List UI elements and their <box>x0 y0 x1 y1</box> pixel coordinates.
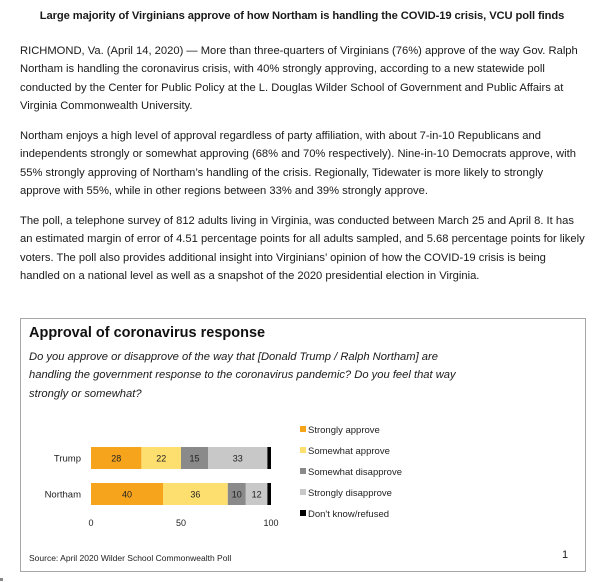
legend-swatch-0 <box>300 426 306 432</box>
chart-source: Source: April 2020 Wilder School Commonwealth Poll <box>29 553 232 563</box>
category-label-trump: Trump <box>53 453 81 465</box>
corner-mark <box>0 578 3 581</box>
legend-label-3: Strongly disapprove <box>308 488 392 499</box>
chart-title: Approval of coronavirus response <box>29 325 266 341</box>
legend-label-2: Somewhat disapprove <box>308 467 402 478</box>
legend-label-4: Don't know/refused <box>308 509 390 520</box>
data-label-northam-3: 12 <box>251 489 262 500</box>
legend-label-0: Strongly approve <box>308 425 380 436</box>
data-label-trump-0: 28 <box>111 453 122 464</box>
data-label-northam-0: 40 <box>121 489 133 500</box>
legend-swatch-4 <box>300 510 306 516</box>
data-label-trump-2: 15 <box>189 453 200 464</box>
data-label-trump-3: 33 <box>232 453 243 464</box>
x-tick-label-50: 50 <box>175 518 187 528</box>
headline: Large majority of Virginians approve of how Northam is handling the COVID-19 crisis, VCU poll finds <box>39 10 565 22</box>
x-tick-label-100: 100 <box>263 518 279 528</box>
chart-question: Do you approve or disapprove of the way that [Donald Trump / Ralph Northam] are handling the government response to the coronavirus pandemic? Do you feel that way strongly or somewhat? <box>29 351 456 400</box>
stacked-bar-chart <box>21 319 585 571</box>
legend-label-1: Somewhat approve <box>308 446 390 457</box>
bar-northam-4 <box>267 483 271 505</box>
x-tick-label-0: 0 <box>88 518 94 528</box>
data-label-northam-2: 10 <box>231 489 242 500</box>
bar-trump-4 <box>267 447 271 469</box>
chart-figure <box>20 318 586 572</box>
data-label-northam-1: 36 <box>190 489 201 500</box>
paragraph-3: The poll, a telephone survey of 812 adults living in Virginia, was conducted between March 25 and April 8. It has an estimated margin of error of 4.51 percentage points for all adults sampled, and 5.68 percentage points for likely voters. The poll also provides additional insight into Virginians’ opinion of how the COVID-19 crisis is being handled on a national level as well as a snapshot of the 2020 presidential election in Virginia. <box>20 215 585 282</box>
legend-swatch-2 <box>300 468 306 474</box>
legend-swatch-3 <box>300 489 306 495</box>
page-number: 1 <box>562 549 569 561</box>
paragraph-1: RICHMOND, Va. (April 14, 2020) — More than three-quarters of Virginians (76%) approve of the way Gov. Ralph Northam is handling the coronavirus crisis, with 40% strongly approving, according to a new statewide poll conducted by the Center for Public Policy at the L. Douglas Wilder School of Government and Public Affairs at Virginia Commonwealth University. <box>20 45 578 112</box>
data-label-trump-1: 22 <box>156 453 167 464</box>
category-label-northam: Northam <box>44 489 81 501</box>
legend-swatch-1 <box>300 447 306 453</box>
paragraph-2: Northam enjoys a high level of approval regardless of party affiliation, with about 7-in-10 Republicans and independents strongly or somewhat approving (68% and 70% respectively). Nine-in-10 Democrats approve, with 55% strongly approving of Northam’s handling of the crisis. Regionally, Tidewater is more likely to strongly approve with 55%, while in other regions between 33% and 39% strongly approve. <box>20 130 576 197</box>
